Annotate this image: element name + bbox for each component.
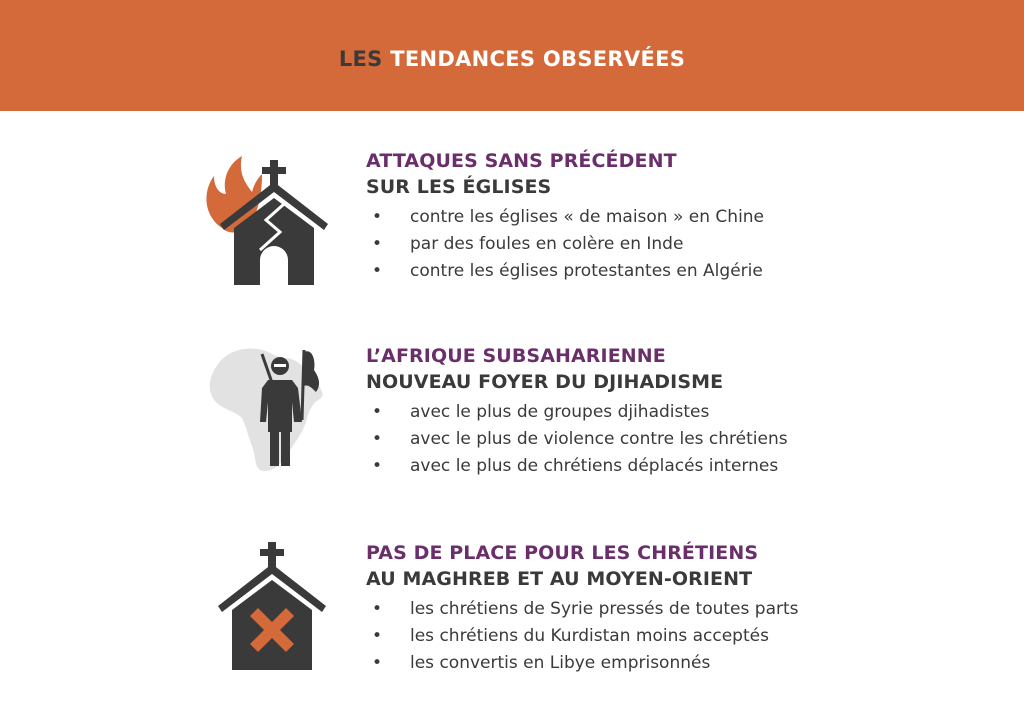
bullet-list	[366, 399, 1006, 480]
bullet-dot-icon: •	[372, 626, 383, 646]
bullet-dot-icon: •	[372, 261, 383, 281]
list-item	[366, 650, 1006, 677]
bullet-text: avec le plus de groupes djihadistes	[410, 402, 710, 422]
bullet-dot-icon: •	[372, 599, 383, 619]
bullet-text: avec le plus de violence contre les chrétiens	[410, 429, 788, 449]
bullet-text: contre les églises protestantes en Algérie	[410, 261, 763, 281]
list-item	[366, 231, 1006, 258]
list-item	[366, 426, 1006, 453]
bullet-dot-icon: •	[372, 456, 383, 476]
africa-jihadist-icon	[200, 340, 335, 480]
bullet-list	[366, 204, 1006, 285]
section-sub-saharan-africa	[366, 343, 1006, 480]
bullet-text: avec le plus de chrétiens déplacés internes	[410, 456, 779, 476]
bullet-text: les chrétiens de Syrie pressés de toutes parts	[410, 599, 799, 619]
burning-church-icon	[200, 150, 335, 290]
bullet-dot-icon: •	[372, 207, 383, 227]
section-no-place-for-christians	[366, 540, 1006, 677]
bullet-dot-icon: •	[372, 653, 383, 673]
list-item	[366, 399, 1006, 426]
section-title-dark: AU MAGHREB ET AU MOYEN-ORIENT	[366, 568, 753, 590]
list-item	[366, 623, 1006, 650]
page-title-dark: LES	[338, 47, 383, 71]
list-item	[366, 453, 1006, 480]
church-cross-out-icon	[210, 538, 335, 678]
bullet-dot-icon: •	[372, 402, 383, 422]
section-title-dark: NOUVEAU FOYER DU DJIHADISME	[366, 371, 724, 393]
list-item	[366, 258, 1006, 285]
list-item	[366, 596, 1006, 623]
section-church-attacks	[366, 148, 1006, 285]
section-title-purple: PAS DE PLACE POUR LES CHRÉTIENS	[366, 542, 759, 564]
section-title-purple: L’AFRIQUE SUBSAHARIENNE	[366, 345, 666, 367]
bullet-list	[366, 596, 1006, 677]
bullet-text: contre les églises « de maison » en Chine	[410, 207, 765, 227]
bullet-dot-icon: •	[372, 429, 383, 449]
bullet-text: les convertis en Libye emprisonnés	[410, 653, 711, 673]
header-banner	[0, 0, 1024, 111]
bullet-text: les chrétiens du Kurdistan moins acceptés	[410, 626, 769, 646]
page-title-light: TENDANCES OBSERVÉES	[390, 47, 686, 71]
list-item	[366, 204, 1006, 231]
section-title-dark: SUR LES ÉGLISES	[366, 176, 552, 198]
bullet-text: par des foules en colère en Inde	[410, 234, 684, 254]
section-title-purple: ATTAQUES SANS PRÉCÉDENT	[366, 150, 677, 172]
page-title	[0, 43, 1024, 75]
bullet-dot-icon: •	[372, 234, 383, 254]
